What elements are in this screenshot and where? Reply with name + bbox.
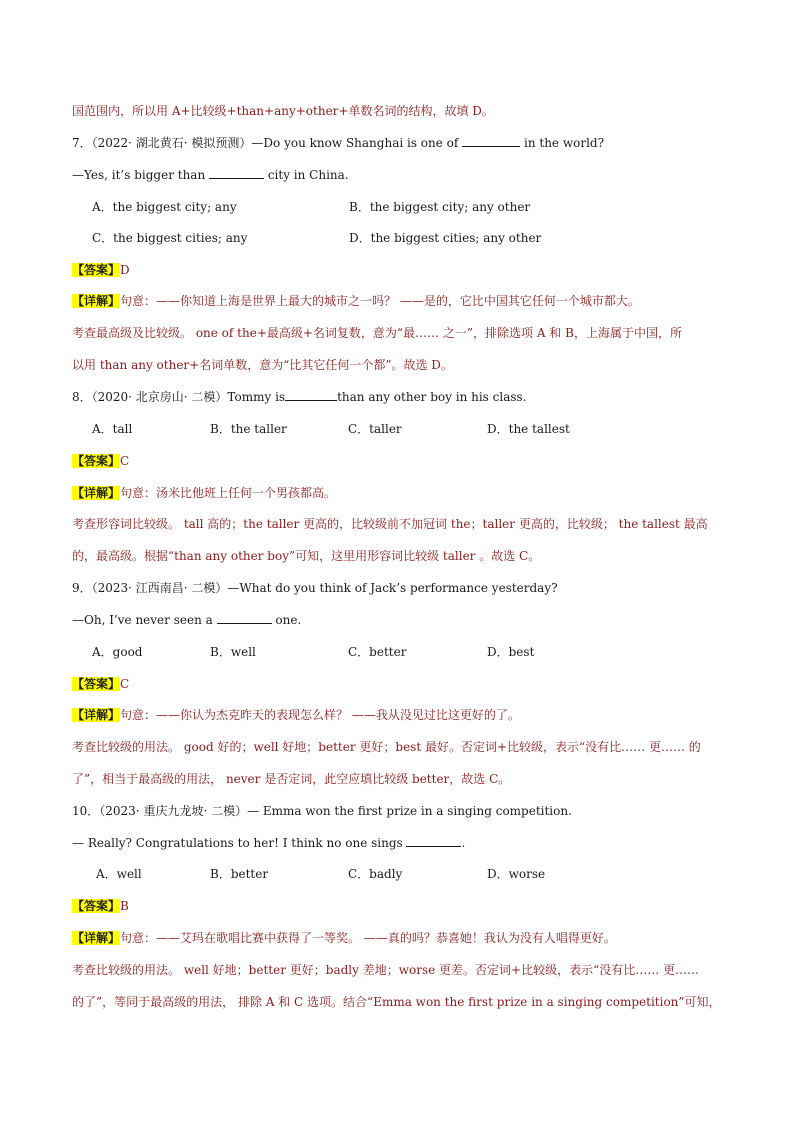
answer-value: D (120, 263, 130, 277)
question-text: in the world? (520, 136, 605, 150)
question-text: than any other boy in his class. (337, 390, 527, 404)
option-a: A．the biggest city; any (92, 200, 237, 214)
detail-line (72, 485, 336, 501)
blank (217, 612, 272, 624)
blank (462, 135, 520, 147)
option-a: A．tall (92, 422, 133, 436)
answer-value: C (120, 677, 130, 691)
question-10-reply (72, 835, 465, 851)
answer-line (72, 676, 129, 692)
question-text: —Oh, I’ve never seen a (72, 613, 217, 627)
answer-value: C (120, 454, 130, 468)
blank (285, 389, 337, 401)
question-text: one. (271, 613, 302, 627)
detail-text: 考查比较级的用法。 well 好地；better 更好；badly 差地；worse 更差。否定词+比较级，表示“没有比…… 更…… (72, 963, 700, 977)
detail-text: 考查比较级的用法。 good 好的；well 好地；better 更好；best 最好。否定词+比较级，表示“没有比…… 更…… 的 (72, 740, 701, 754)
question-text: . (461, 836, 466, 850)
option-c: C．the biggest cities; any (92, 231, 248, 245)
answer-label: 【答案】 (72, 263, 121, 277)
detail-text: 考查最高级及比较级。 one of the+最高级+名词复数，意为“最…… 之一”，排除选项 A 和 B，上海属于中国，所 (72, 326, 682, 340)
text-line: 国范围内，所以用 A+比较级+than+any+other+单数名词的结构，故填 D。 (72, 104, 494, 118)
detail-text: 句意：——你认为杰克昨天的表现怎么样？ ——我从没见过比这更好的了。 (120, 708, 520, 722)
option-a: A．well (96, 867, 142, 881)
answer-line (72, 453, 129, 469)
detail-line (72, 293, 640, 309)
detail-text: 考查形容词比较级。 tall 高的；the taller 更高的，比较级前不加冠词 the；taller 更高的，比较级； the tallest 最高 (72, 517, 708, 531)
answer-label: 【答案】 (72, 899, 121, 913)
detail-text: 句意：——你知道上海是世界上最大的城市之一吗？ ——是的，它比中国其它任何一个城市都大。 (120, 294, 640, 308)
detail-text: 的，最高级。根据“than any other boy”可知，这里用形容词比较级 taller 。故选 C。 (72, 549, 541, 563)
option-c: C．taller (348, 422, 402, 436)
option-c: C．better (348, 645, 407, 659)
option-d: D．the biggest cities; any other (349, 231, 542, 245)
option-d: D．the tallest (487, 422, 570, 436)
question-8 (72, 389, 527, 405)
answer-label: 【答案】 (72, 454, 121, 468)
option-d: D．best (487, 645, 535, 659)
question-7 (72, 135, 604, 151)
detail-text: 以用 than any other+名词单数，意为“比其它任何一个都”。故选 D。 (72, 358, 453, 372)
blank (406, 835, 461, 847)
option-b: B．better (210, 867, 269, 881)
question-7-reply (72, 167, 349, 183)
detail-text: 的了”，等同于最高级的用法， 排除 A 和 C 选项。结合“Emma won the first prize in a singing competition”可知， (72, 995, 721, 1009)
option-b: B．the taller (210, 422, 287, 436)
question-text: — Really? Congratulations to her! I think no one sings (72, 836, 407, 850)
detail-text: 了”，相当于最高级的用法， never 是否定词，此空应填比较级 better，故选 C。 (72, 772, 511, 786)
question-text: city in China. (264, 168, 349, 182)
option-d: D．worse (487, 867, 546, 881)
question-9: 9．（2023· 江西南昌· 二模）—What do you think of Jack’s performance yesterday? (72, 581, 558, 595)
answer-line (72, 898, 129, 914)
question-text: 7．（2022· 湖北黄石· 模拟预测）—Do you know Shanghai is one of (72, 136, 463, 150)
option-c: C．badly (348, 867, 403, 881)
detail-label: 【详解】 (72, 294, 121, 308)
blank (209, 167, 264, 179)
option-b: B．the biggest city; any other (349, 200, 531, 214)
answer-value: B (120, 899, 129, 913)
detail-label: 【详解】 (72, 486, 121, 500)
detail-label: 【详解】 (72, 708, 121, 722)
detail-line (72, 930, 616, 946)
detail-text: 句意：——艾玛在歌唱比赛中获得了一等奖。 ——真的吗？恭喜她！我认为没有人唱得更好。 (120, 931, 616, 945)
question-text: 8．（2020· 北京房山· 二模）Tommy is (72, 390, 286, 404)
option-a: A．good (92, 645, 143, 659)
detail-text: 句意：汤米比他班上任何一个男孩都高。 (120, 486, 337, 500)
detail-label: 【详解】 (72, 931, 121, 945)
answer-line (72, 262, 130, 278)
answer-label: 【答案】 (72, 677, 121, 691)
question-text: —Yes, it’s bigger than (72, 168, 209, 182)
question-10: 10．（2023· 重庆九龙坡· 二模）— Emma won the first prize in a singing competition. (72, 804, 572, 818)
detail-line (72, 707, 520, 723)
option-b: B．well (210, 645, 256, 659)
question-9-reply (72, 612, 301, 628)
